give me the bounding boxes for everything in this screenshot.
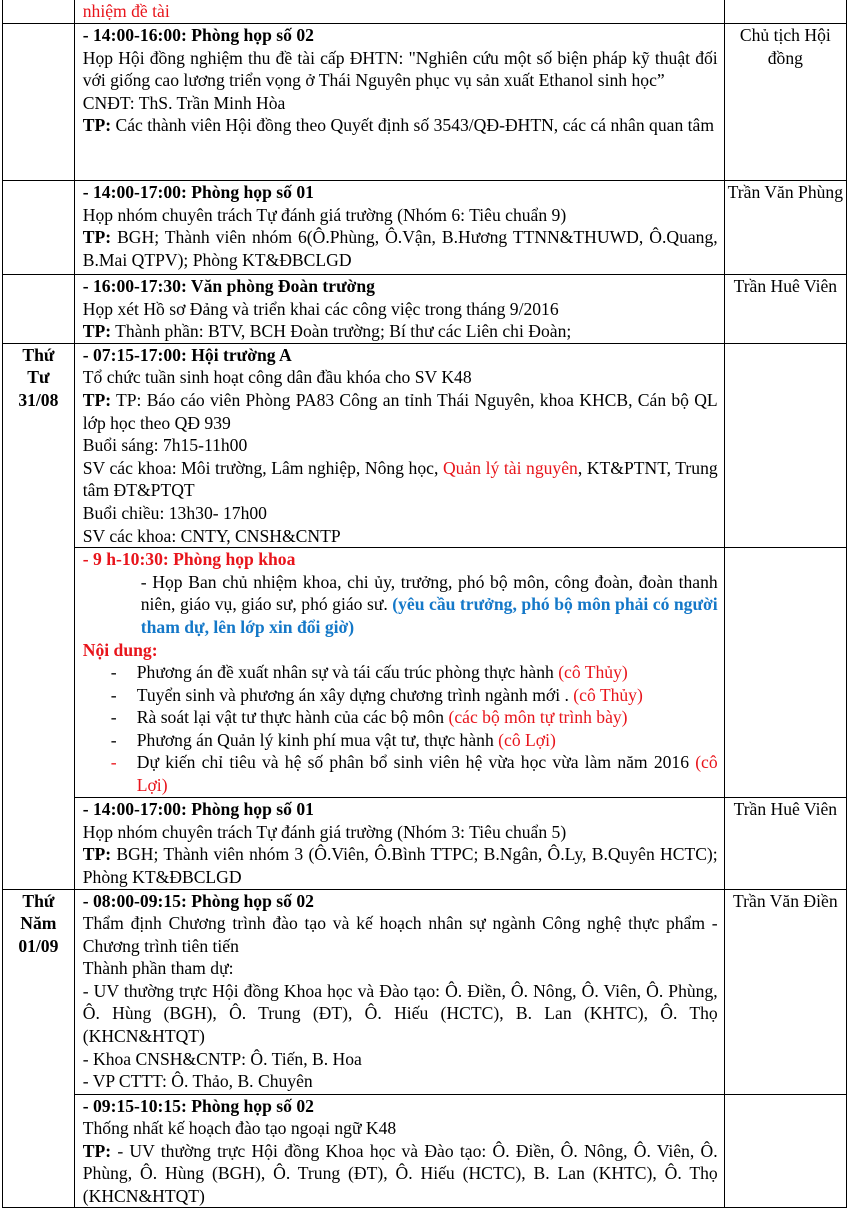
members-label: Thành phần tham dự: [82, 958, 234, 979]
event-description: Họp Hội đồng nghiệm thu đề tài cấp ĐHTN: "Nghiên cứu một số biện pháp kỹ thuật đối với giống cao lương triển vọng ở Thái Nguyên phục vụ sản xuất Ethanol sinh học” [82, 47, 718, 91]
participants-label: TP: [82, 115, 112, 136]
day-cell [3, 181, 75, 275]
day-cell-wednesday [3, 343, 75, 889]
event-description: Tổ chức tuần sinh hoạt công dân đầu khóa cho SV K48 [82, 367, 472, 388]
participants-label: TP: [82, 844, 112, 865]
table-row [3, 1094, 847, 1208]
event-description: Thẩm định Chương trình đào tạo và kế hoạch nhân sự ngành Công nghệ thực phẩm - Chương trình tiên tiến [82, 913, 718, 956]
event-cell [74, 343, 724, 547]
event-participants [83, 226, 718, 271]
agenda-note: (cô Lợi) [136, 752, 718, 796]
agenda-note: (cô Lợi) [498, 729, 556, 750]
continuation-text: nhiệm đề tài [82, 1, 170, 21]
agenda-note: (cô Thủy) [558, 662, 628, 683]
day-cell [3, 275, 75, 344]
event-participants [83, 389, 718, 434]
faculties-text: , KT&PTNT, Trung tâm ĐT&PTQT [82, 457, 718, 501]
table-row [3, 0, 847, 24]
event-time-place: - 14:00-17:00: Phòng họp số 01 [82, 799, 314, 820]
chair-name: Chủ tịch Hội đồng [739, 25, 831, 68]
attendance-requirement: (yêu cầu trưởng, phó bộ môn phải có người tham dự, lên lớp xin đổi giờ) [140, 594, 718, 637]
day-name: Tư [27, 367, 50, 388]
participants-label: TP: [82, 227, 112, 248]
event-participants [83, 114, 718, 137]
meeting-description: - Họp Ban chủ nhiệm khoa, chi ủy, trưởng, phó bộ môn, công đoàn, đoàn thanh niên, giáo vụ, giáo sư, phó giáo sư. [140, 571, 718, 615]
participants-label: TP: [82, 321, 112, 342]
agenda-note: (cô Thủy) [573, 684, 643, 705]
day-name: Năm [20, 913, 57, 934]
agenda-list [83, 661, 718, 797]
participants-text: Thành phần: BTV, BCH Đoàn trường; Bí thư các Liên chi Đoàn; [111, 321, 572, 342]
chair-cell [724, 343, 846, 547]
table-row [3, 548, 847, 798]
event-cell [74, 889, 724, 1094]
list-item: - Dự kiến chỉ tiêu và hệ số phân bổ sinh viên hệ vừa học vừa làm năm 2016 (cô Lợi) [110, 752, 718, 796]
faculty-highlight: Quản lý tài nguyên [442, 457, 578, 478]
chair-cell [724, 0, 846, 24]
faculties-text: SV các khoa: Môi trường, Lâm nghiệp, Nông học, [82, 457, 443, 478]
schedule-table [2, 0, 847, 1208]
chair-cell [724, 181, 846, 275]
event-participants [83, 843, 718, 888]
list-item: - Phương án đề xuất nhân sự và tái cấu trúc phòng thực hành (cô Thủy) [110, 662, 628, 683]
participants-label: TP: [82, 389, 112, 410]
event-time-place: - 09:15-10:15: Phòng họp số 02 [82, 1095, 314, 1116]
day-date: 31/08 [18, 389, 59, 410]
chair-cell [724, 24, 846, 181]
event-time-place: - 14:00-17:00: Phòng họp số 01 [82, 182, 314, 202]
event-cell [74, 548, 724, 798]
agenda-text: Dự kiến chỉ tiêu và hệ số phân bổ sinh viên hệ vừa học vừa làm năm 2016 [136, 752, 696, 773]
members-council: - UV thường trực Hội đồng Khoa học và Đào tạo: Ô. Điền, Ô. Nông, Ô. Viên, Ô. Phùng, Ô. Hùng (BGH), Ô. Trung (ĐT), Ô. Hiếu (HCTC), B. Lan (KHTC), Ô. Thọ (KHCN&HTQT) [82, 980, 718, 1047]
table-row [3, 24, 847, 181]
list-item: - Tuyển sinh và phương án xây dựng chương trình ngành mới . (cô Thủy) [110, 684, 643, 705]
day-cell [3, 24, 75, 181]
agenda-text: Rà soát lại vật tư thực hành của các bộ môn [136, 707, 449, 728]
participants-text: Các thành viên Hội đồng theo Quyết định số 3543/QĐ-ĐHTN, các cá nhân quan tâm [111, 115, 715, 136]
table-row [3, 343, 847, 547]
chair-name: Trần Huê Viên [733, 799, 838, 820]
morning-faculties [83, 457, 718, 502]
chair-name: Trần Văn Điền [733, 890, 838, 911]
event-cell [74, 24, 724, 181]
event-description: Họp xét Hồ sơ Đảng và triển khai các công việc trong tháng 9/2016 [82, 298, 559, 319]
afternoon-faculties: SV các khoa: CNTY, CNSH&CNTP [82, 525, 341, 546]
table-row [3, 798, 847, 889]
day-label: Thứ [22, 344, 55, 365]
event-cell [74, 181, 724, 275]
event-description: Họp nhóm chuyên trách Tự đánh giá trường (Nhóm 3: Tiêu chuẩn 5) [82, 821, 567, 842]
event-time-place: - 9 h-10:30: Phòng họp khoa [82, 549, 296, 570]
list-item: - Rà soát lại vật tư thực hành của các bộ môn (các bộ môn tự trình bày) [110, 707, 628, 728]
event-participants [83, 1140, 718, 1208]
chair-name: Trần Huê Viên [733, 276, 838, 296]
event-cell [74, 1094, 724, 1208]
event-time-place: - 14:00-16:00: Phòng họp số 02 [82, 25, 314, 45]
chair-cell [724, 275, 846, 344]
participants-text: TP: Báo cáo viên Phòng PA83 Công an tỉnh Thái Nguyên, khoa KHCB, Cán bộ QL lớp học theo QĐ 939 [82, 389, 718, 433]
participants-text: BGH; Thành viên nhóm 6(Ô.Phùng, Ô.Vận, B.Hương TTNN&THUWD, Ô.Quang, B.Mai QTPV); Phòng KT&ĐBCLGD [82, 227, 718, 270]
table-row [3, 275, 847, 344]
members-office: - VP CTTT: Ô. Thảo, B. Chuyên [82, 1071, 313, 1092]
members-faculty: - Khoa CNSH&CNTP: Ô. Tiến, B. Hoa [82, 1048, 362, 1069]
chair-cell [724, 798, 846, 889]
agenda-text: Phương án đề xuất nhân sự và tái cấu trúc phòng thực hành [136, 662, 559, 683]
chair-cell [724, 1094, 846, 1208]
event-cell [74, 0, 724, 24]
agenda-text: Tuyển sinh và phương án xây dựng chương trình ngành mới . [136, 684, 574, 705]
event-description-first [83, 571, 718, 639]
event-time-place: - 08:00-09:15: Phòng họp số 02 [82, 890, 314, 911]
afternoon-session: Buổi chiều: 13h30- 17h00 [82, 502, 267, 523]
agenda-note: (các bộ môn tự trình bày) [448, 707, 628, 728]
chair-cell [724, 889, 846, 1094]
event-lead: CNĐT: ThS. Trần Minh Hòa [82, 92, 286, 113]
table-row [3, 181, 847, 275]
event-cell [74, 798, 724, 889]
event-cell [74, 275, 724, 344]
day-cell [3, 0, 75, 24]
table-row [3, 889, 847, 1094]
participants-text: - UV thường trực Hội đồng Khoa học và Đào tạo: Ô. Điền, Ô. Nông, Ô. Viên, Ô. Phùng, Ô. Hùng (BGH), Ô. Trung (ĐT), Ô. Hiếu (HCTC), B. Lan (KHTC), Ô. Thọ (KHCN&HTQT) [82, 1140, 718, 1206]
morning-session: Buổi sáng: 7h15-11h00 [82, 435, 248, 456]
chair-name: Trần Văn Phùng [727, 182, 844, 202]
event-participants [83, 320, 718, 343]
event-description: Thống nhất kế hoạch đào tạo ngoại ngữ K48 [82, 1118, 397, 1139]
event-time-place: - 16:00-17:30: Văn phòng Đoàn trường [82, 276, 375, 296]
agenda-text: Phương án Quản lý kinh phí mua vật tư, thực hành [136, 729, 499, 750]
list-item: - Phương án Quản lý kinh phí mua vật tư, thực hành (cô Lợi) [110, 729, 556, 750]
participants-text: BGH; Thành viên nhóm 3 (Ô.Viên, Ô.Bình TTPC; B.Ngân, Ô.Ly, B.Quyên HCTC); Phòng KT&ĐBCLGD [82, 844, 718, 887]
participants-label: TP: [82, 1140, 112, 1161]
day-date: 01/09 [18, 935, 59, 956]
agenda-label: Nội dung: [82, 639, 158, 660]
event-time-place: - 07:15-17:00: Hội trường A [82, 344, 292, 365]
day-cell-thursday [3, 889, 75, 1208]
chair-cell [724, 548, 846, 798]
event-description: Họp nhóm chuyên trách Tự đánh giá trường (Nhóm 6: Tiêu chuẩn 9) [82, 204, 567, 225]
day-label: Thứ [22, 890, 55, 911]
